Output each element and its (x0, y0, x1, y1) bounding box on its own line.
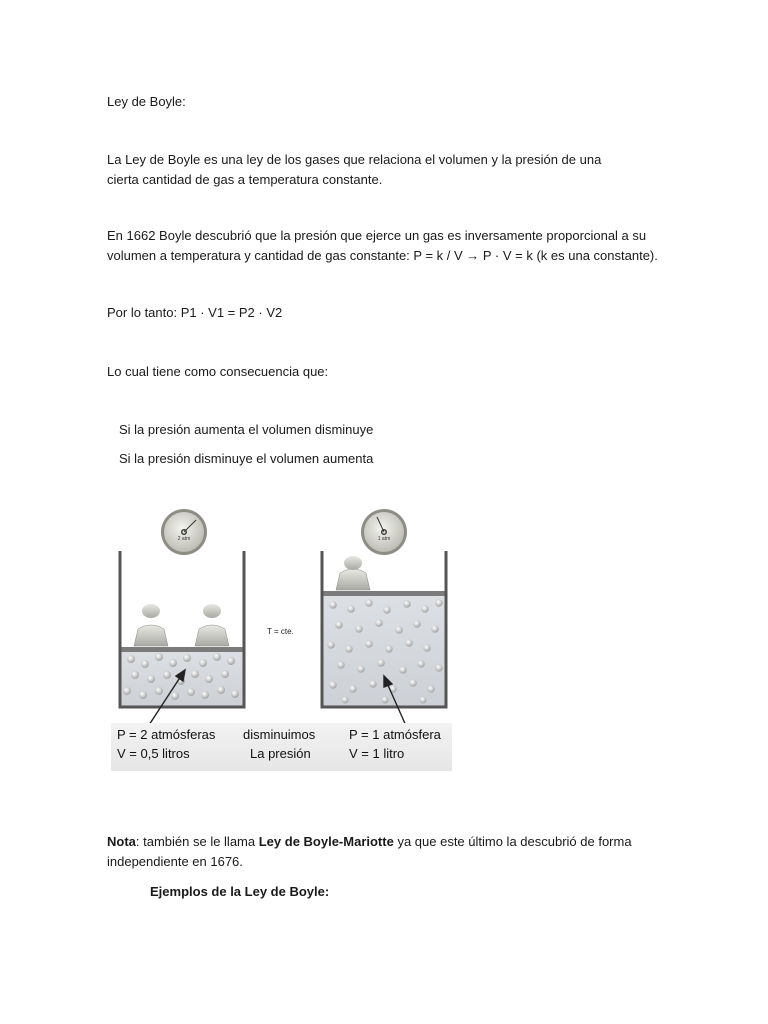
note-text-2: ya que este último la descubrió de forma (393, 834, 632, 849)
note-text-1: : también se le llama (135, 834, 259, 849)
discovery-line-2: volumen a temperatura y cantidad de gas constante: P = k / V → P · V = k (k es una constante). (107, 248, 658, 263)
temperature-label: T = cte. (267, 627, 294, 636)
right-volume-label: V = 1 litro (349, 746, 405, 761)
bullet-item: Si la presión disminuye el volumen aumenta (119, 451, 374, 466)
bullet-item: Si la presión aumenta el volumen disminuye (119, 422, 374, 437)
left-volume-label: V = 0,5 litros (117, 746, 190, 761)
gauge-right-icon (361, 509, 407, 555)
examples-heading: Ejemplos de la Ley de Boyle: (150, 884, 330, 899)
note-paragraph (107, 832, 707, 852)
therefore-line: Por lo tanto: P1 · V1 = P2 · V2 (107, 305, 283, 320)
consequence-line: Lo cual tiene como consecuencia que: (107, 364, 329, 379)
middle-label-line-2: La presión (250, 746, 311, 761)
left-pressure-label: P = 2 atmósferas (117, 727, 216, 742)
gauge-right-label: 1 atm (377, 536, 391, 542)
right-pressure-label: P = 1 atmósfera (349, 727, 441, 742)
document-title: Ley de Boyle: (107, 94, 186, 109)
boyle-law-figure (107, 503, 453, 771)
middle-label-line-1: disminuimos (243, 727, 316, 742)
left-container (119, 551, 246, 707)
note-label: Nota (107, 834, 136, 849)
note-bold-term: Ley de Boyle-Mariotte (258, 834, 394, 849)
gauge-left-label: 2 atm (177, 536, 191, 542)
discovery-line-1: En 1662 Boyle descubrió que la presión que ejerce un gas es inversamente proporcional a su (107, 228, 647, 243)
note-line-2: independiente en 1676. (107, 854, 243, 869)
gauge-left-icon (161, 509, 207, 555)
intro-paragraph: La Ley de Boyle es una ley de los gases que relaciona el volumen y la presión de una cierta cantidad de gas a temperatura constante. (107, 152, 602, 187)
